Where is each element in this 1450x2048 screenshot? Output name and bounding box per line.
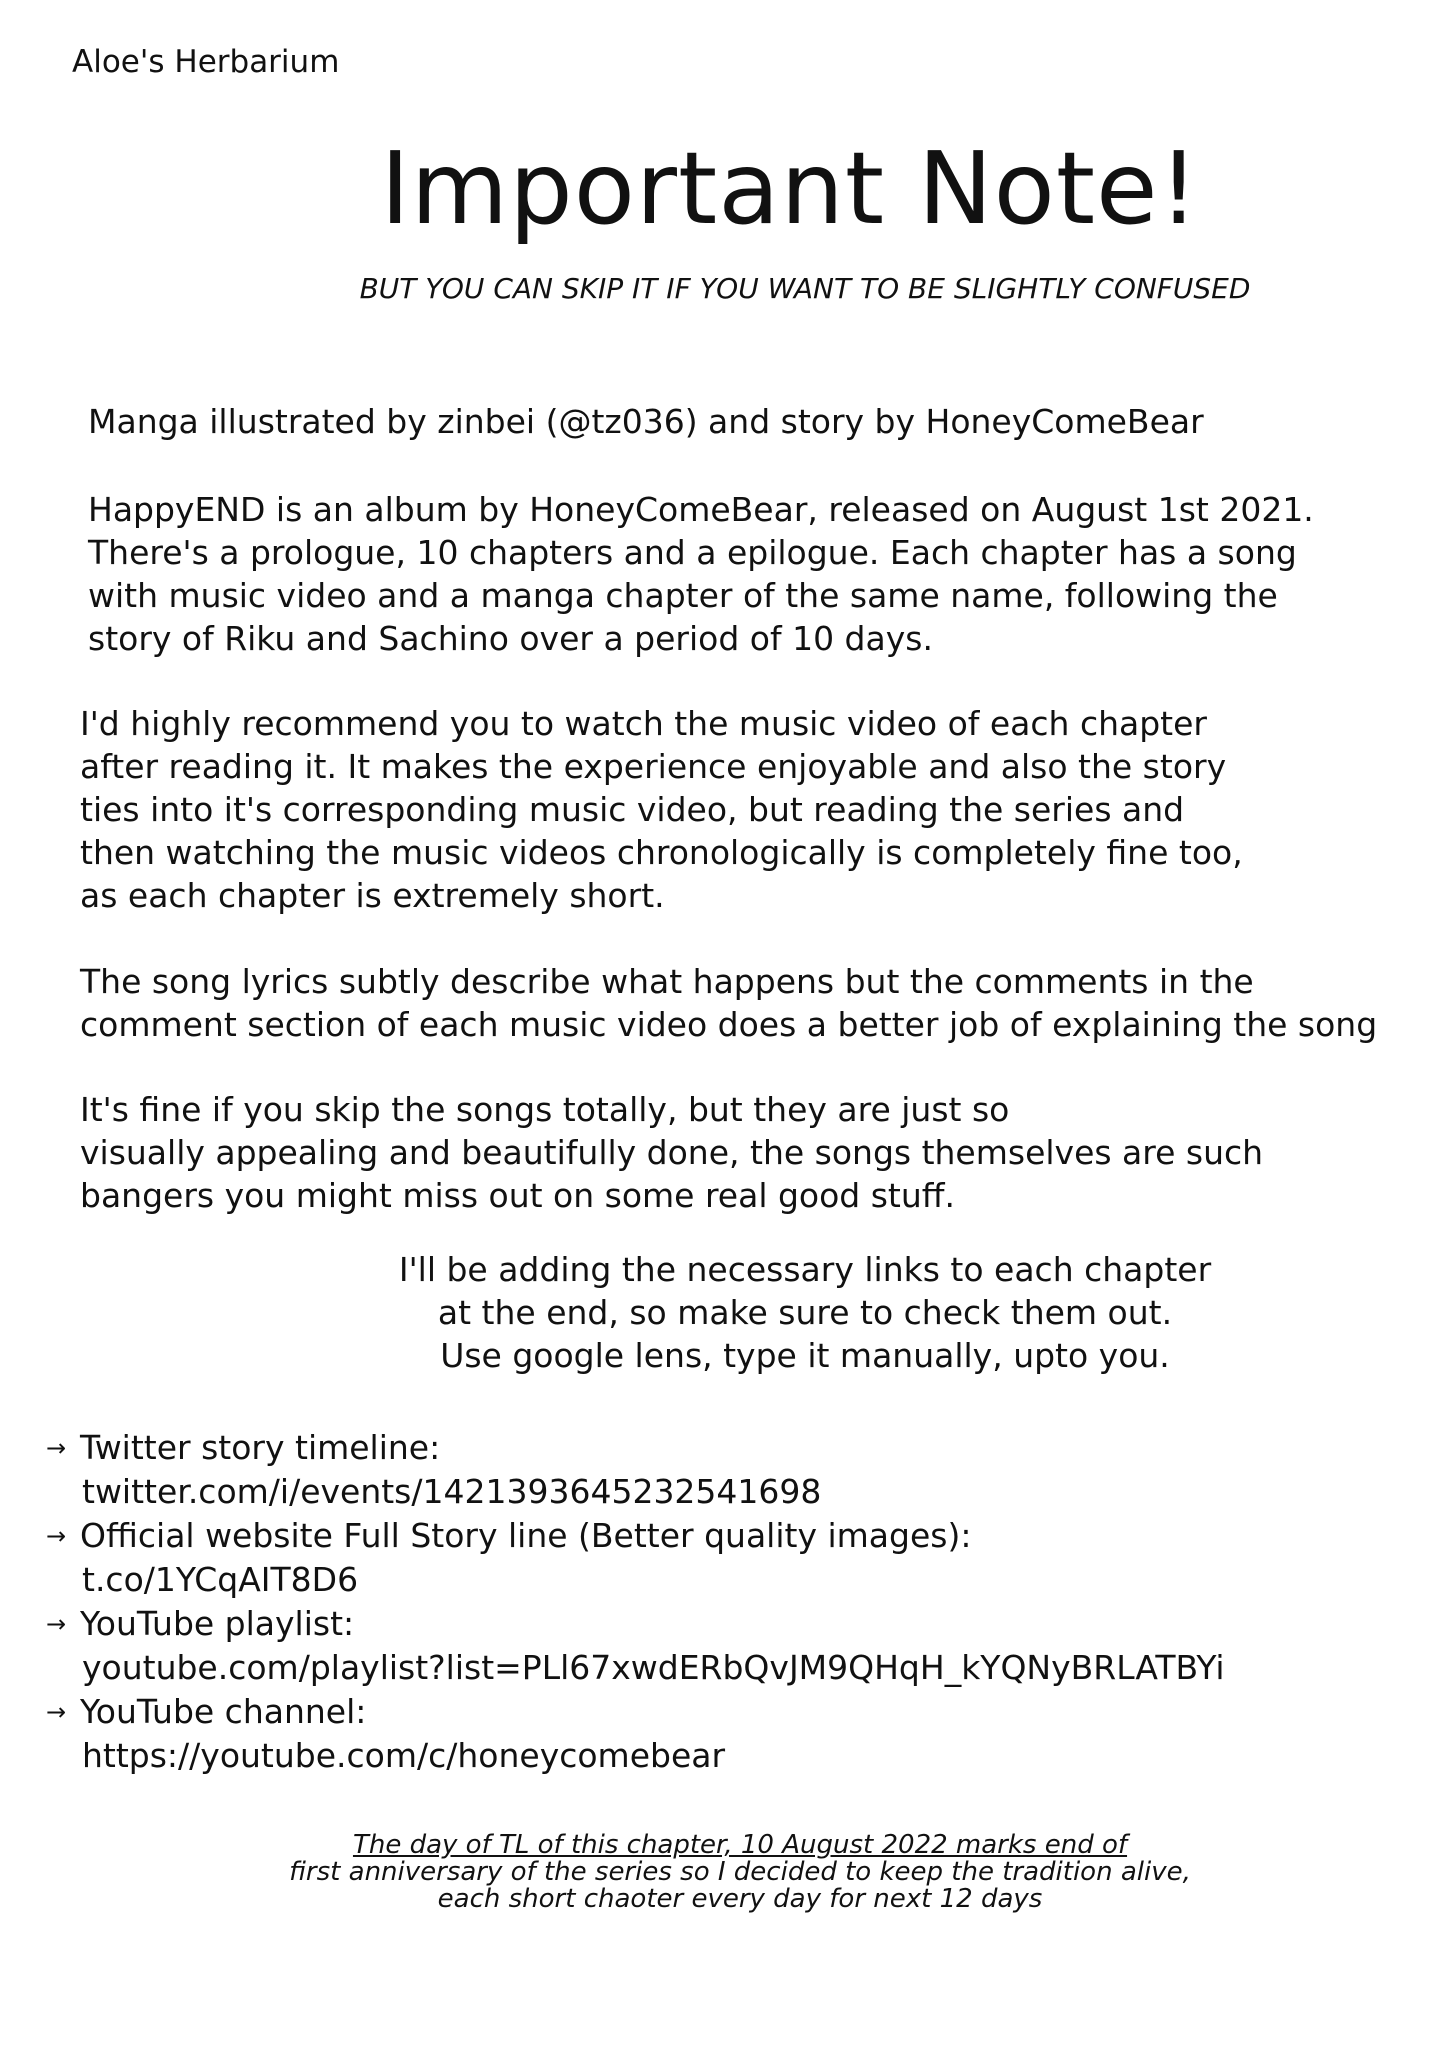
arrow-right-icon: →: [46, 1698, 67, 1726]
text-line: as each chapter is extremely short.: [80, 876, 665, 915]
text-line: There's a prologue, 10 chapters and a epilogue. Each chapter has a song: [88, 533, 1297, 572]
link-label: YouTube channel:: [80, 1692, 367, 1731]
arrow-right-icon: →: [46, 1522, 67, 1550]
arrow-right-icon: →: [46, 1434, 67, 1462]
page-subtitle: BUT YOU CAN SKIP IT IF YOU WANT TO BE SLIGHTLY CONFUSED: [359, 272, 1251, 305]
text-line: The song lyrics subtly describe what happens but the comments in the: [80, 962, 1254, 1001]
text-line: Use google lens, type it manually, upto you.: [440, 1336, 1170, 1375]
arrow-right-icon: →: [46, 1610, 67, 1638]
text-line: visually appealing and beautifully done, the songs themselves are such: [80, 1133, 1264, 1172]
text-line: ties into it's corresponding music video, but reading the series and: [80, 790, 1185, 829]
link-url[interactable]: https://youtube.com/c/honeycomebear: [82, 1736, 726, 1775]
text-line: Manga illustrated by zinbei (@tz036) and story by HoneyComeBear: [88, 402, 1204, 441]
link-item-youtube-channel: [46, 1690, 725, 1778]
credits-paragraph: [88, 400, 1204, 443]
text-line: I'd highly recommend you to watch the music video of each chapter: [80, 704, 1207, 743]
link-label: Twitter story timeline:: [80, 1428, 441, 1467]
footer-note: [0, 1832, 1450, 1913]
text-line: with music video and a manga chapter of the same name, following the: [88, 576, 1278, 615]
footer-line: first anniversary of the series so I decided to keep the tradition alive,: [289, 1857, 1191, 1887]
link-url[interactable]: t.co/1YCqAIT8D6: [82, 1560, 359, 1599]
links-note-paragraph: [0, 1248, 1450, 1377]
recommendation-paragraph: [80, 702, 1243, 917]
link-label: Official website Full Story line (Better quality images):: [80, 1516, 972, 1555]
text-line: comment section of each music video does a better job of explaining the song: [80, 1005, 1378, 1044]
text-line: It's fine if you skip the songs totally, but they are just so: [80, 1090, 1010, 1129]
text-line: story of Riku and Sachino over a period of 10 days.: [88, 619, 933, 658]
link-url[interactable]: youtube.com/playlist?list=PLl67xwdERbQvJM9QHqH_kYQNyBRLATBYi: [82, 1648, 1225, 1687]
page-header: Aloe's Herbarium: [72, 44, 340, 80]
text-line: HappyEND is an album by HoneyComeBear, released on August 1st 2021.: [88, 490, 1314, 529]
lyrics-paragraph: [80, 960, 1377, 1046]
link-item-official-website: [46, 1514, 971, 1602]
album-paragraph: [88, 488, 1314, 660]
link-url[interactable]: twitter.com/i/events/1421393645232541698: [82, 1472, 822, 1511]
text-line: then watching the music videos chronologically is completely fine too,: [80, 833, 1243, 872]
text-line: bangers you might miss out on some real good stuff.: [80, 1176, 956, 1215]
footer-line: The day of TL of this chapter, 10 August 2022 marks end of: [352, 1830, 1128, 1860]
text-line: after reading it. It makes the experience enjoyable and also the story: [80, 747, 1227, 786]
text-line: at the end, so make sure to check them out.: [437, 1293, 1173, 1332]
page-title: Important Note!: [380, 130, 1200, 247]
text-line: I'll be adding the necessary links to each chapter: [398, 1250, 1212, 1289]
footer-line: each short chaoter every day for next 12 days: [437, 1884, 1043, 1914]
link-item-twitter: [46, 1426, 821, 1514]
link-label: YouTube playlist:: [80, 1604, 355, 1643]
link-item-youtube-playlist: [46, 1602, 1225, 1690]
skip-songs-paragraph: [80, 1088, 1263, 1217]
